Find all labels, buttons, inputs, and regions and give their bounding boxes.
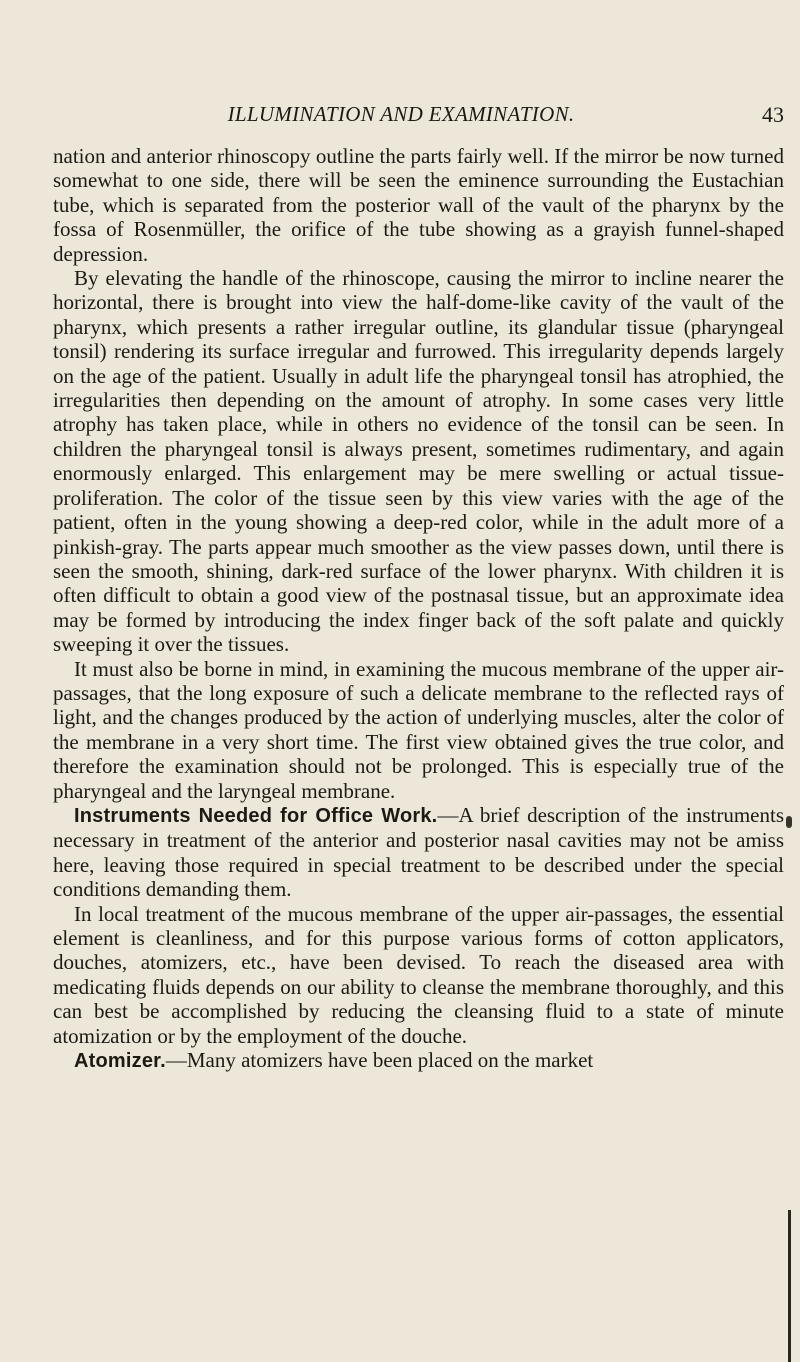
- paragraph-text: It must also be borne in mind, in examining the mucous membrane of the upper air-passages, that the long exposure of such a delicate membrane to the reflected rays of light, and the changes produced by the action of underlying muscles, alter the color of the membrane in a very short time. The first view obtained gives the true color, and therefore the examination should not be prolonged. This is especially true of the pharyngeal and the laryngeal membrane.: [53, 656, 784, 803]
- page-edge-shadow: [788, 1210, 791, 1362]
- running-head: ILLUMINATION AND EXAMINATION.: [227, 102, 575, 126]
- paragraph-text: By elevating the handle of the rhinoscope, causing the mirror to incline nearer the horizontal, there is brought into view the half-dome-like cavity of the vault of the pharynx, which presents a rather irregular outline, its glandular tissue (pharyngeal tonsil) rendering its surface irregular and furrowed. This irregularity depends largely on the age of the patient. Usually in adult life the pharyngeal tonsil has atrophied, the irregularities then depending on the amount of atrophy. In some cases very little atrophy has taken place, while in others no evidence of the tonsil can be seen. In children the pharyngeal tonsil is always present, sometimes rudimentary, and again enormously enlarged. This enlargement may be mere swelling or actual tissue-proliferation. The color of the tissue seen by this view varies with the age of the patient, often in the young showing a deep-red color, while in the adult more of a pinkish-gray. The parts appear much smoother as the view passes down, until there is seen the smooth, shining, dark-red surface of the lower pharynx. With children it is often difficult to obtain a good view of the postnasal tissue, but an approximate idea may be formed by introducing the index finger back of the soft palate and quickly sweeping it over the tissues.: [53, 266, 784, 657]
- ink-smudge: [786, 816, 792, 828]
- section-heading-instruments: Instruments Needed for Office Work.: [74, 804, 438, 827]
- body-text: [53, 144, 784, 1073]
- page-header: [118, 102, 784, 134]
- paragraph-continued: [53, 144, 784, 266]
- paragraph-mucous-membrane: [53, 657, 784, 803]
- page-number: 43: [762, 102, 784, 127]
- paragraph-text: —Many atomizers have been placed on the market: [165, 1048, 594, 1073]
- paragraph-atomizer: [53, 1048, 784, 1073]
- paragraph-text: —A brief description of the instruments necessary in treatment of the anterior and posterior nasal cavities may not be amiss here, leaving those required in special treatment to be described under the special conditions demanding them.: [53, 802, 784, 902]
- paragraph-rhinoscope-view: [53, 266, 784, 657]
- section-heading-atomizer: Atomizer.: [74, 1050, 166, 1073]
- paragraph-text: nation and anterior rhinoscopy outline the parts fairly well. If the mirror be now turned somewhat to one side, there will be seen the eminence surrounding the Eustachian tube, which is separated from the posterior wall of the vault of the pharynx by the fossa of Rosenmüller, the orifice of the tube showing as a grayish funnel-shaped depression.: [53, 144, 784, 266]
- paragraph-instruments: [53, 803, 784, 902]
- paragraph-local-treatment: [53, 902, 784, 1048]
- paragraph-text: In local treatment of the mucous membrane of the upper air-passages, the essential element is cleanliness, and for this purpose various forms of cotton applicators, douches, atomizers, etc., have been devised. To reach the diseased area with medicating fluids depends on our ability to cleanse the membrane thoroughly, and this can best be accomplished by reducing the cleansing fluid to a state of minute atomization or by the employment of the douche.: [53, 901, 784, 1048]
